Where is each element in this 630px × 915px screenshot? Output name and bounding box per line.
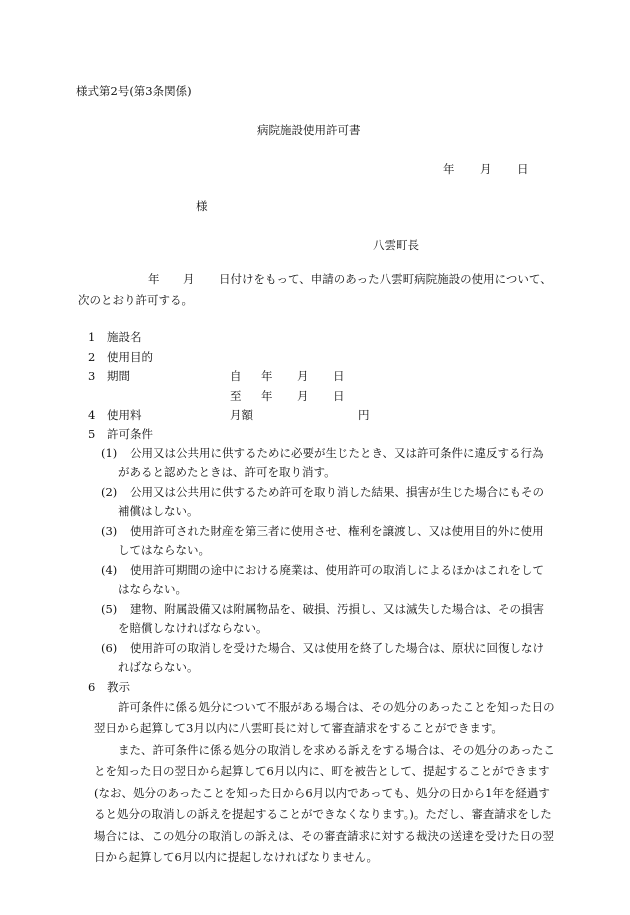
period-to-month: 月 <box>297 389 309 403</box>
item-label: 許可条件 <box>107 427 153 441</box>
condition-number: (5) <box>101 602 118 616</box>
intro-text-line2: 次のとおり許可する。 <box>78 293 193 307</box>
item-number: 1 <box>88 330 96 344</box>
condition-text: 使用許可された財産を第三者に使用させ、権利を譲渡し、又は使用目的外に使用 <box>130 524 544 538</box>
condition-text: 公用又は公共用に供するため許可を取り消した結果、損害が生じた場合にもその <box>130 485 544 499</box>
fee-monthly: 月額 <box>230 408 253 422</box>
condition-text: 建物、附属設備又は附属物品を、破損、汚損し、又は滅失した場合は、その損害 <box>130 602 544 616</box>
condition-number: (1) <box>101 446 118 460</box>
notice-paragraph-2: また、許可条件に係る処分の取消しを求める訴えをする場合は、その処分のあったことを知った日の翌日から起算して6月以内に、町を被告として、提起することができます(なお、処分のあったことを知った日から6月以内であっても、処分の日から1年を経過すると処分の取消しの訴えを提起することができなくなります。)。ただし、審査請求をした場合には、この処分の取消しの訴えは、その審査請求に対する裁決の送達を受けた日の翌日から起算して6月以内に提起しなければなりません。 <box>94 743 555 865</box>
issuer: 八雲町長 <box>373 238 419 252</box>
period-from: 自 <box>230 369 242 383</box>
intro-text-line1: 日付けをもって、申請のあった八雲町病院施設の使用について、 <box>219 272 552 286</box>
item-label: 教示 <box>107 680 130 694</box>
condition-text-cont: ればならない。 <box>118 660 199 674</box>
condition-text: 公用又は公共用に供するために必要が生じたとき、又は許可条件に違反する行為 <box>130 446 544 460</box>
fee-yen: 円 <box>358 408 370 422</box>
period-from-year: 年 <box>261 369 273 383</box>
condition-number: (6) <box>101 641 118 655</box>
intro-year: 年 <box>148 272 160 286</box>
notice-paragraph-1: 許可条件に係る処分について不服がある場合は、その処分のあったことを知った日の翌日から起算して3月以内に八雲町長に対して審査請求をすることができます。 <box>94 700 555 736</box>
date-year: 年 <box>443 162 455 176</box>
period-to: 至 <box>230 389 242 403</box>
condition-number: (3) <box>101 524 118 538</box>
addressee-suffix: 様 <box>196 199 208 213</box>
condition-text: 使用許可期間の途中における廃業は、使用許可の取消しによるほかはこれをして <box>130 563 544 577</box>
item-number: 3 <box>88 369 96 383</box>
item-number: 6 <box>88 680 96 694</box>
item-number: 2 <box>88 350 96 364</box>
period-to-year: 年 <box>261 389 273 403</box>
form-label: 様式第2号(第3条関係) <box>76 84 192 98</box>
period-from-day: 日 <box>333 369 345 383</box>
condition-number: (2) <box>101 485 118 499</box>
period-to-day: 日 <box>333 389 345 403</box>
condition-text-cont: を賠償しなければならない。 <box>118 621 268 635</box>
period-from-month: 月 <box>297 369 309 383</box>
condition-number: (4) <box>101 563 118 577</box>
date-month: 月 <box>480 162 492 176</box>
item-label: 期間 <box>107 369 130 383</box>
item-number: 5 <box>88 427 96 441</box>
date-day: 日 <box>517 162 529 176</box>
condition-text-cont: してはならない。 <box>118 543 210 557</box>
item-number: 4 <box>88 408 96 422</box>
item-label: 施設名 <box>107 330 142 344</box>
item-label: 使用料 <box>107 408 142 422</box>
document-title: 病院施設使用許可書 <box>257 123 361 137</box>
intro-month: 月 <box>183 272 195 286</box>
condition-text-cont: 補償はしない。 <box>118 504 199 518</box>
condition-text: 使用許可の取消しを受けた場合、又は使用を終了した場合は、原状に回復しなけ <box>130 641 544 655</box>
condition-text-cont: があると認めたときは、許可を取り消す。 <box>118 465 336 479</box>
item-label: 使用目的 <box>107 350 153 364</box>
condition-text-cont: はならない。 <box>118 582 187 596</box>
